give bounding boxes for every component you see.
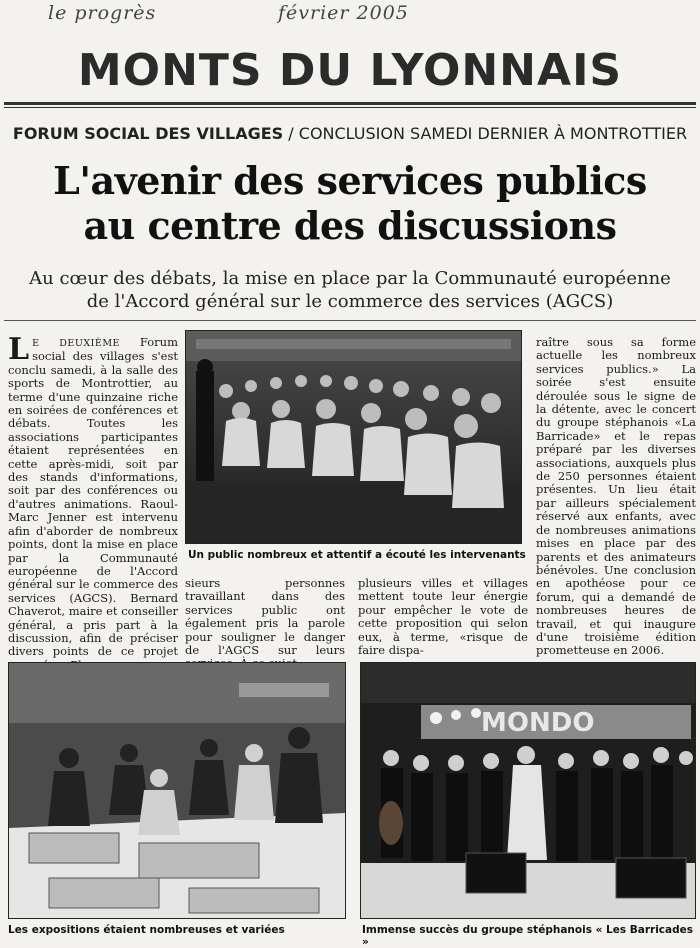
audience-photo — [185, 330, 522, 544]
section-rule-thin — [4, 107, 696, 108]
deck — [0, 267, 700, 313]
section-rule — [4, 102, 696, 105]
kicker-topic: FORUM SOCIAL DES VILLAGES — [12, 124, 284, 143]
article-column-1 — [8, 332, 179, 659]
handwritten-source: le progrès — [48, 2, 157, 24]
article-col1-text: Forum social des villages s'est conclu samedi, à la salle des sports de Montrottier, au terme d'une quinzaine riche en soirées de conférences et débats. Toutes les associations participantes étaient représentées en cette après-midi, soit par des stands d'informations, soit par des conférences ou d'autres animations. Raoul-Marc Jenner est intervenu afin d'aborder de nombreux points, dont la mise en place par la Communauté européenne de l'Accord général sur le commerce des services (AGCS). Bernard Chaverot, maire et conseiller général, a pris part à la discussion, afin de préciser divers points de ce projet — [8, 335, 179, 659]
exhibition-photo — [8, 662, 346, 919]
exhibition-illustration — [9, 663, 345, 918]
exhibition-caption: Les expositions étaient nombreuses et variées — [8, 924, 285, 936]
concert-caption: Immense succès du groupe stéphanois « Les Barricades » — [362, 924, 693, 948]
deck-line2: de l'Accord général sur le commerce des services (AGCS) — [86, 291, 614, 312]
deck-line1: Au cœur des débats, la mise en place par la Communauté européenne — [29, 268, 671, 289]
article-column-2: sieurs personnes travaillant dans des services public ont également pris la parole pour souligner le danger de l'AGCS sur leurs — [185, 576, 345, 658]
dropcap: L — [8, 332, 30, 367]
handwritten-date: février 2005 — [278, 2, 409, 24]
kicker-detail: / CONCLUSION SAMEDI DERNIER À MONTROTTIER — [283, 124, 688, 143]
section-title: MONTS DU LYONNAIS — [77, 45, 623, 96]
headline — [0, 158, 700, 248]
deck-rule — [4, 320, 696, 321]
kicker — [0, 124, 700, 143]
article-column-4: raître sous sa forme actuelle les nombreux services publics.» La soirée s'est ensuite déroulée sous le signe de la détente, avec le concert du groupe stéphanois «La Barricade» et le repas préparé par les diverses associations, auxquels plus de 250 personnes étaient présentes. Un lieu était par ailleurs spécialement réservé aux enfants, avec de nombreuses animations mises en place par des parents et des animateurs bénévoles. Une conclusion en apothéose pour ce forum, qui a demandé de nombreuses heures de travail, et qui inaugure d'une troisième édition prometteuse en 2006. — [536, 335, 696, 658]
audience-illustration — [186, 331, 521, 543]
headline-line2: au centre des discussions — [83, 203, 617, 248]
article-lead: E DEUXIÈME — [32, 338, 120, 349]
banner-text: MONDO — [481, 708, 595, 738]
headline-line1: L'avenir des services publics — [53, 158, 647, 203]
concert-photo — [360, 662, 696, 919]
audience-caption: Un public nombreux et attentif a écouté les intervenants — [188, 549, 526, 561]
article-column-3: plusieurs villes et villages mettent toute leur énergie pour empêcher le vote de cette proposition qui selon eux, à terme, «risque de faire dispa- — [358, 576, 528, 658]
concert-illustration — [361, 663, 695, 918]
